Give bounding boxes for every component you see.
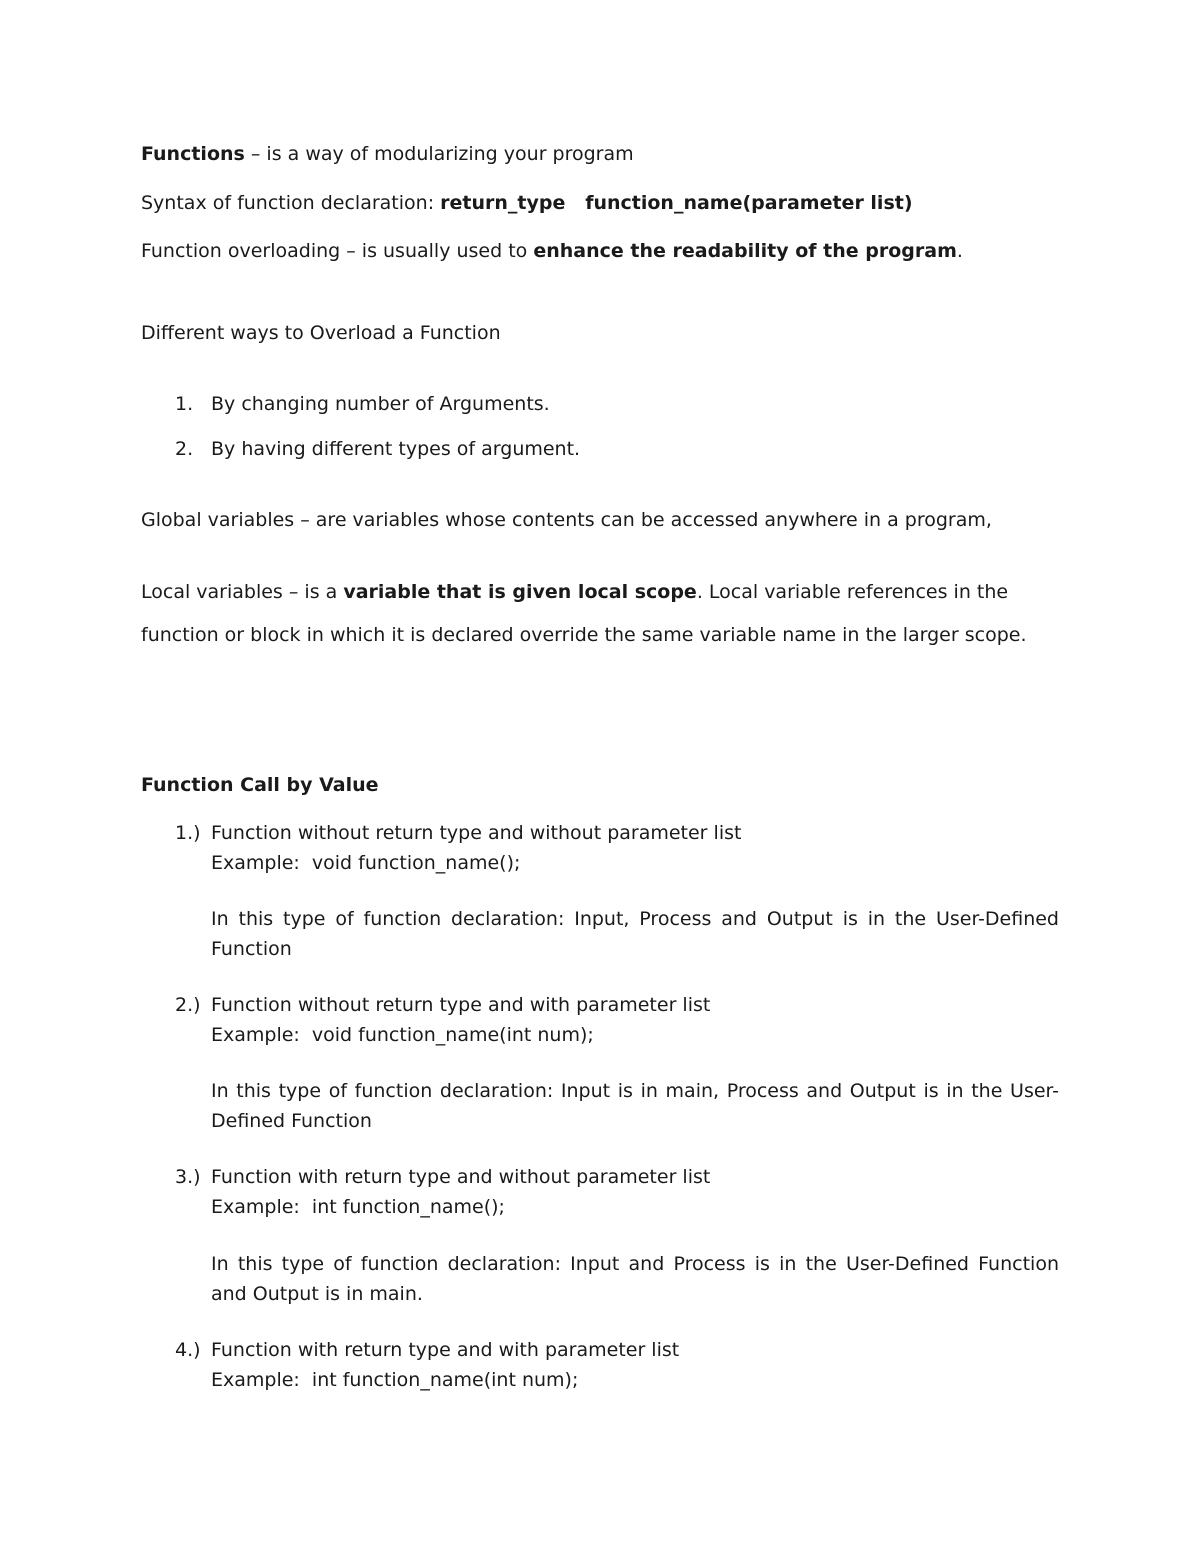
call-item-description: In this type of function declaration: Input, Process and Output is in the User-Defined Function: [211, 908, 1059, 960]
functions-definition: [141, 142, 634, 166]
call-item-description: In this type of function declaration: Input is in main, Process and Output is in the User-Defined Function: [211, 1080, 1059, 1132]
call-item-example: Example: int function_name(int num);: [211, 1369, 579, 1391]
call-item-number: 3.): [175, 1166, 201, 1188]
call-item-example: Example: void function_name(int num);: [211, 1024, 594, 1046]
overload-item-number: 1.: [175, 393, 194, 415]
functions-term: Functions: [141, 143, 245, 165]
overloading-label: Function overloading – is usually used to: [141, 240, 534, 262]
call-item-number: 1.): [175, 822, 201, 844]
syntax-value: return_type function_name(parameter list): [440, 192, 913, 214]
functions-def: – is a way of modularizing your program: [244, 143, 634, 165]
local-variables-continuation: function or block in which it is declared override the same variable name in the larger scope.: [141, 624, 1027, 646]
call-by-value-heading: Function Call by Value: [141, 774, 379, 796]
global-variables-definition: Global variables – are variables whose contents can be accessed anywhere in a program,: [141, 509, 992, 531]
syntax-label: Syntax of function declaration:: [141, 192, 441, 214]
syntax-line: [141, 191, 913, 215]
call-item-example: Example: int function_name();: [211, 1196, 505, 1218]
overload-item-text: By having different types of argument.: [211, 438, 581, 460]
overload-ways-heading: Different ways to Overload a Function: [141, 322, 501, 344]
call-item-title: Function without return type and without parameter list: [211, 822, 742, 844]
call-item-number: 4.): [175, 1339, 201, 1361]
local-label: Local variables – is a: [141, 581, 344, 603]
call-item-title: Function without return type and with parameter list: [211, 994, 711, 1016]
overloading-end: .: [956, 240, 963, 262]
overload-item-number: 2.: [175, 438, 194, 460]
overloading-definition: [141, 239, 963, 263]
local-rest: . Local variable references in the: [696, 581, 1009, 603]
call-item-description: In this type of function declaration: Input and Process is in the User-Defined Function and Output is in main.: [211, 1253, 1059, 1305]
overloading-value: enhance the readability of the program: [533, 240, 957, 262]
call-item-number: 2.): [175, 994, 201, 1016]
call-item-title: Function with return type and without parameter list: [211, 1166, 711, 1188]
call-item-example: Example: void function_name();: [211, 852, 521, 874]
overload-item-text: By changing number of Arguments.: [211, 393, 550, 415]
call-item-title: Function with return type and with parameter list: [211, 1339, 680, 1361]
local-bold: variable that is given local scope: [343, 581, 697, 603]
local-variables-definition: [141, 580, 1008, 604]
